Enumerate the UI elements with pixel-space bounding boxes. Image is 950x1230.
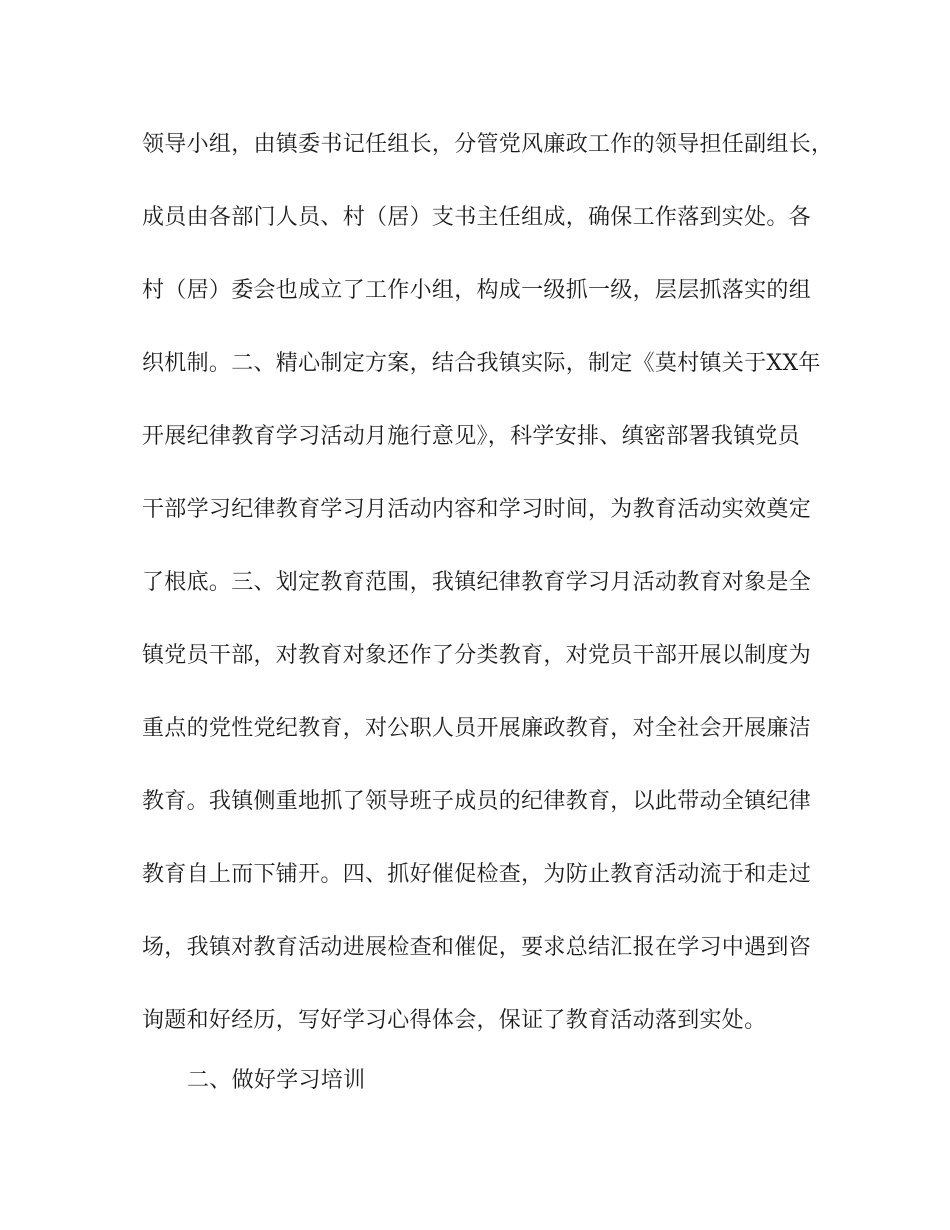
paragraph-line: 成员由各部门人员、村（居）支书主任组成，确保工作落到实处。各 bbox=[142, 205, 812, 230]
paragraph-line: 了根底。三、划定教育范围，我镇纪律教育学习月活动教育对象是全 bbox=[142, 570, 812, 595]
paragraph-line: 教育。我镇侧重地抓了领导班子成员的纪律教育，以此带动全镇纪律 bbox=[142, 789, 812, 814]
paragraph-line: 村（居）委会也成立了工作小组，构成一级抓一级，层层抓落实的组 bbox=[142, 278, 812, 303]
paragraph-line: 重点的党性党纪教育，对公职人员开展廉政教育，对全社会开展廉洁 bbox=[142, 716, 812, 741]
paragraph-line: 领导小组，由镇委书记任组长，分管党风廉政工作的领导担任副组长， bbox=[142, 132, 834, 157]
paragraph-line: 询题和好经历，写好学习心得体会，保证了教育活动落到实处。 bbox=[142, 1008, 767, 1033]
paragraph-line: 场，我镇对教育活动进展检查和催促，要求总结汇报在学习中遇到咨 bbox=[142, 935, 812, 960]
paragraph-line: 镇党员干部，对教育对象还作了分类教育，对党员干部开展以制度为 bbox=[142, 643, 812, 668]
paragraph-line: 教育自上而下铺开。四、抓好催促检查，为防止教育活动流于和走过 bbox=[142, 862, 812, 887]
paragraph-line: 干部学习纪律教育学习月活动内容和学习时间，为教育活动实效奠定 bbox=[142, 497, 812, 522]
paragraph-line: 织机制。二、精心制定方案，结合我镇实际，制定《莫村镇关于XX年 bbox=[142, 351, 821, 376]
paragraph-line: 开展纪律教育学习活动月施行意见》，科学安排、缜密部署我镇党员 bbox=[142, 424, 801, 449]
section-heading: 二、做好学习培训 bbox=[187, 1068, 366, 1093]
